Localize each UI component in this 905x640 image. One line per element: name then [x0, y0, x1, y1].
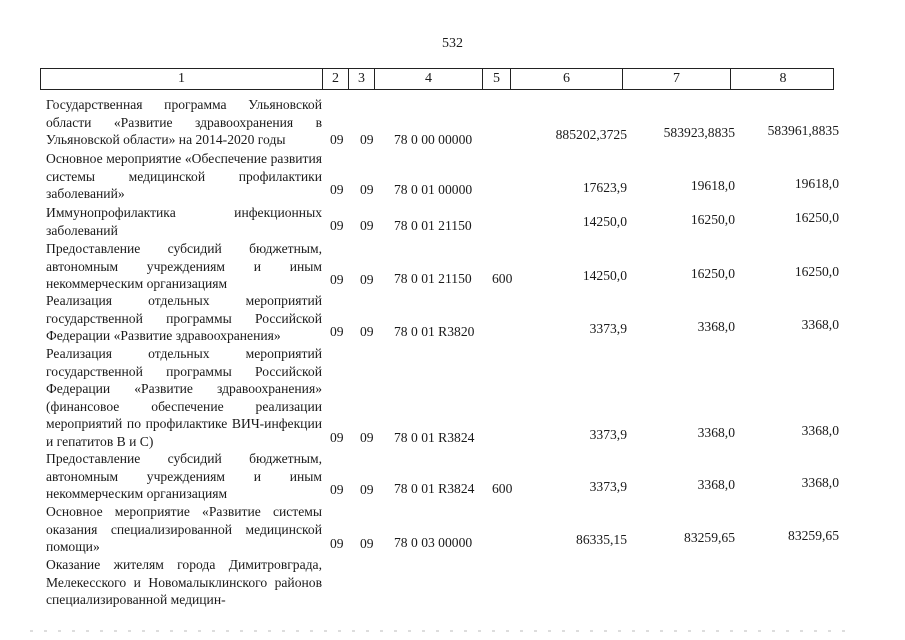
row-name: Основное мероприятие «Обеспечение развития системы медицинской профилактики заболеваний»	[46, 151, 322, 201]
row-amount-col6: 14250,0	[582, 214, 627, 229]
row-amount-col8: 16250,0	[794, 210, 839, 225]
row-amount-col6: 885202,3725	[555, 127, 627, 142]
row-target-code: 78 0 01 21150	[394, 218, 472, 233]
row-target-code: 78 0 01 R3820	[394, 324, 475, 339]
row-name: Оказание жителям города Димитровграда, Мелекесского и Новомалыклинского районов специализированной медицин-	[46, 557, 322, 607]
row-amount-col6: 14250,0	[582, 268, 627, 283]
row-target-code: 78 0 01 R3824	[394, 481, 475, 496]
row-amount-col8: 583961,8835	[767, 123, 839, 138]
row-target-code: 78 0 01 21150	[394, 271, 472, 286]
row-name: Основное мероприятие «Развитие системы оказания специализированной медицинской помощи»	[46, 504, 322, 554]
row-name: Предоставление субсидий бюджетным, автономным учреждениям и иным некоммерческим организациям	[46, 451, 322, 501]
row-amount-col6: 3373,9	[589, 427, 627, 442]
row-subsection: 09	[360, 324, 374, 339]
row-section: 09	[330, 482, 344, 497]
row-subsection: 09	[360, 536, 374, 551]
row-target-code: 78 0 01 R3824	[394, 430, 475, 445]
row-section: 09	[330, 324, 344, 339]
header-col-6: 6	[511, 69, 623, 89]
row-section: 09	[330, 430, 344, 445]
row-target-code: 78 0 01 00000	[394, 182, 473, 197]
header-col-8: 8	[779, 71, 787, 86]
row-amount-col7: 583923,8835	[663, 125, 735, 140]
row-name: Иммунопрофилактика инфекционных заболеваний	[46, 205, 322, 238]
row-subsection: 09	[360, 430, 374, 445]
row-amount-col7: 83259,65	[684, 530, 735, 545]
row-name: Предоставление субсидий бюджетным, автономным учреждениям и иным некоммерческим организациям	[46, 241, 322, 291]
header-col-7: 7	[623, 69, 731, 89]
row-subsection: 09	[360, 132, 374, 147]
row-section: 09	[330, 132, 344, 147]
table-header	[40, 68, 834, 90]
row-expense-type: 600	[492, 271, 513, 286]
row-name: Реализация отдельных мероприятий государственной программы Российской Федерации «Развитие здравоохранения» (финансовое обеспечение реализации мероприятий по профилактике ВИЧ-инфекции и гепатитов В и С)	[46, 346, 322, 449]
row-amount-col8: 83259,65	[788, 528, 839, 543]
row-amount-col6: 3373,9	[589, 321, 627, 336]
row-subsection: 09	[360, 182, 374, 197]
row-target-code: 78 0 03 00000	[394, 535, 473, 550]
row-section: 09	[330, 182, 344, 197]
row-amount-col8: 16250,0	[794, 264, 839, 279]
row-subsection: 09	[360, 272, 374, 287]
row-subsection: 09	[360, 218, 374, 233]
row-amount-col7: 3368,0	[697, 319, 735, 334]
scan-artifact	[30, 630, 850, 632]
row-amount-col7: 16250,0	[690, 212, 735, 227]
row-amount-col7: 3368,0	[697, 477, 735, 492]
header-col-5: 5	[483, 69, 511, 89]
row-amount-col6: 17623,9	[582, 180, 627, 195]
row-amount-col8: 19618,0	[794, 176, 839, 191]
row-amount-col8: 3368,0	[801, 423, 839, 438]
row-amount-col8: 3368,0	[801, 317, 839, 332]
header-col-4: 4	[375, 69, 483, 89]
header-col-2: 2	[323, 69, 349, 89]
page-number: 532	[442, 36, 463, 51]
row-name: Реализация отдельных мероприятий государственной программы Российской Федерации «Развитие здравоохранения»	[46, 293, 322, 343]
row-amount-col7: 3368,0	[697, 425, 735, 440]
row-amount-col6: 86335,15	[576, 532, 627, 547]
row-amount-col7: 19618,0	[690, 178, 735, 193]
row-section: 09	[330, 218, 344, 233]
row-target-code: 78 0 00 00000	[394, 132, 473, 147]
header-col-3: 3	[349, 69, 375, 89]
row-expense-type: 600	[492, 481, 513, 496]
row-amount-col7: 16250,0	[690, 266, 735, 281]
row-amount-col6: 3373,9	[589, 479, 627, 494]
header-col-1: 1	[41, 69, 323, 89]
row-subsection: 09	[360, 482, 374, 497]
row-name: Государственная программа Ульяновской области «Развитие здравоохранения в Ульяновской области» на 2014-2020 годы	[46, 97, 322, 147]
row-amount-col8: 3368,0	[801, 475, 839, 490]
row-section: 09	[330, 272, 344, 287]
row-section: 09	[330, 536, 344, 551]
